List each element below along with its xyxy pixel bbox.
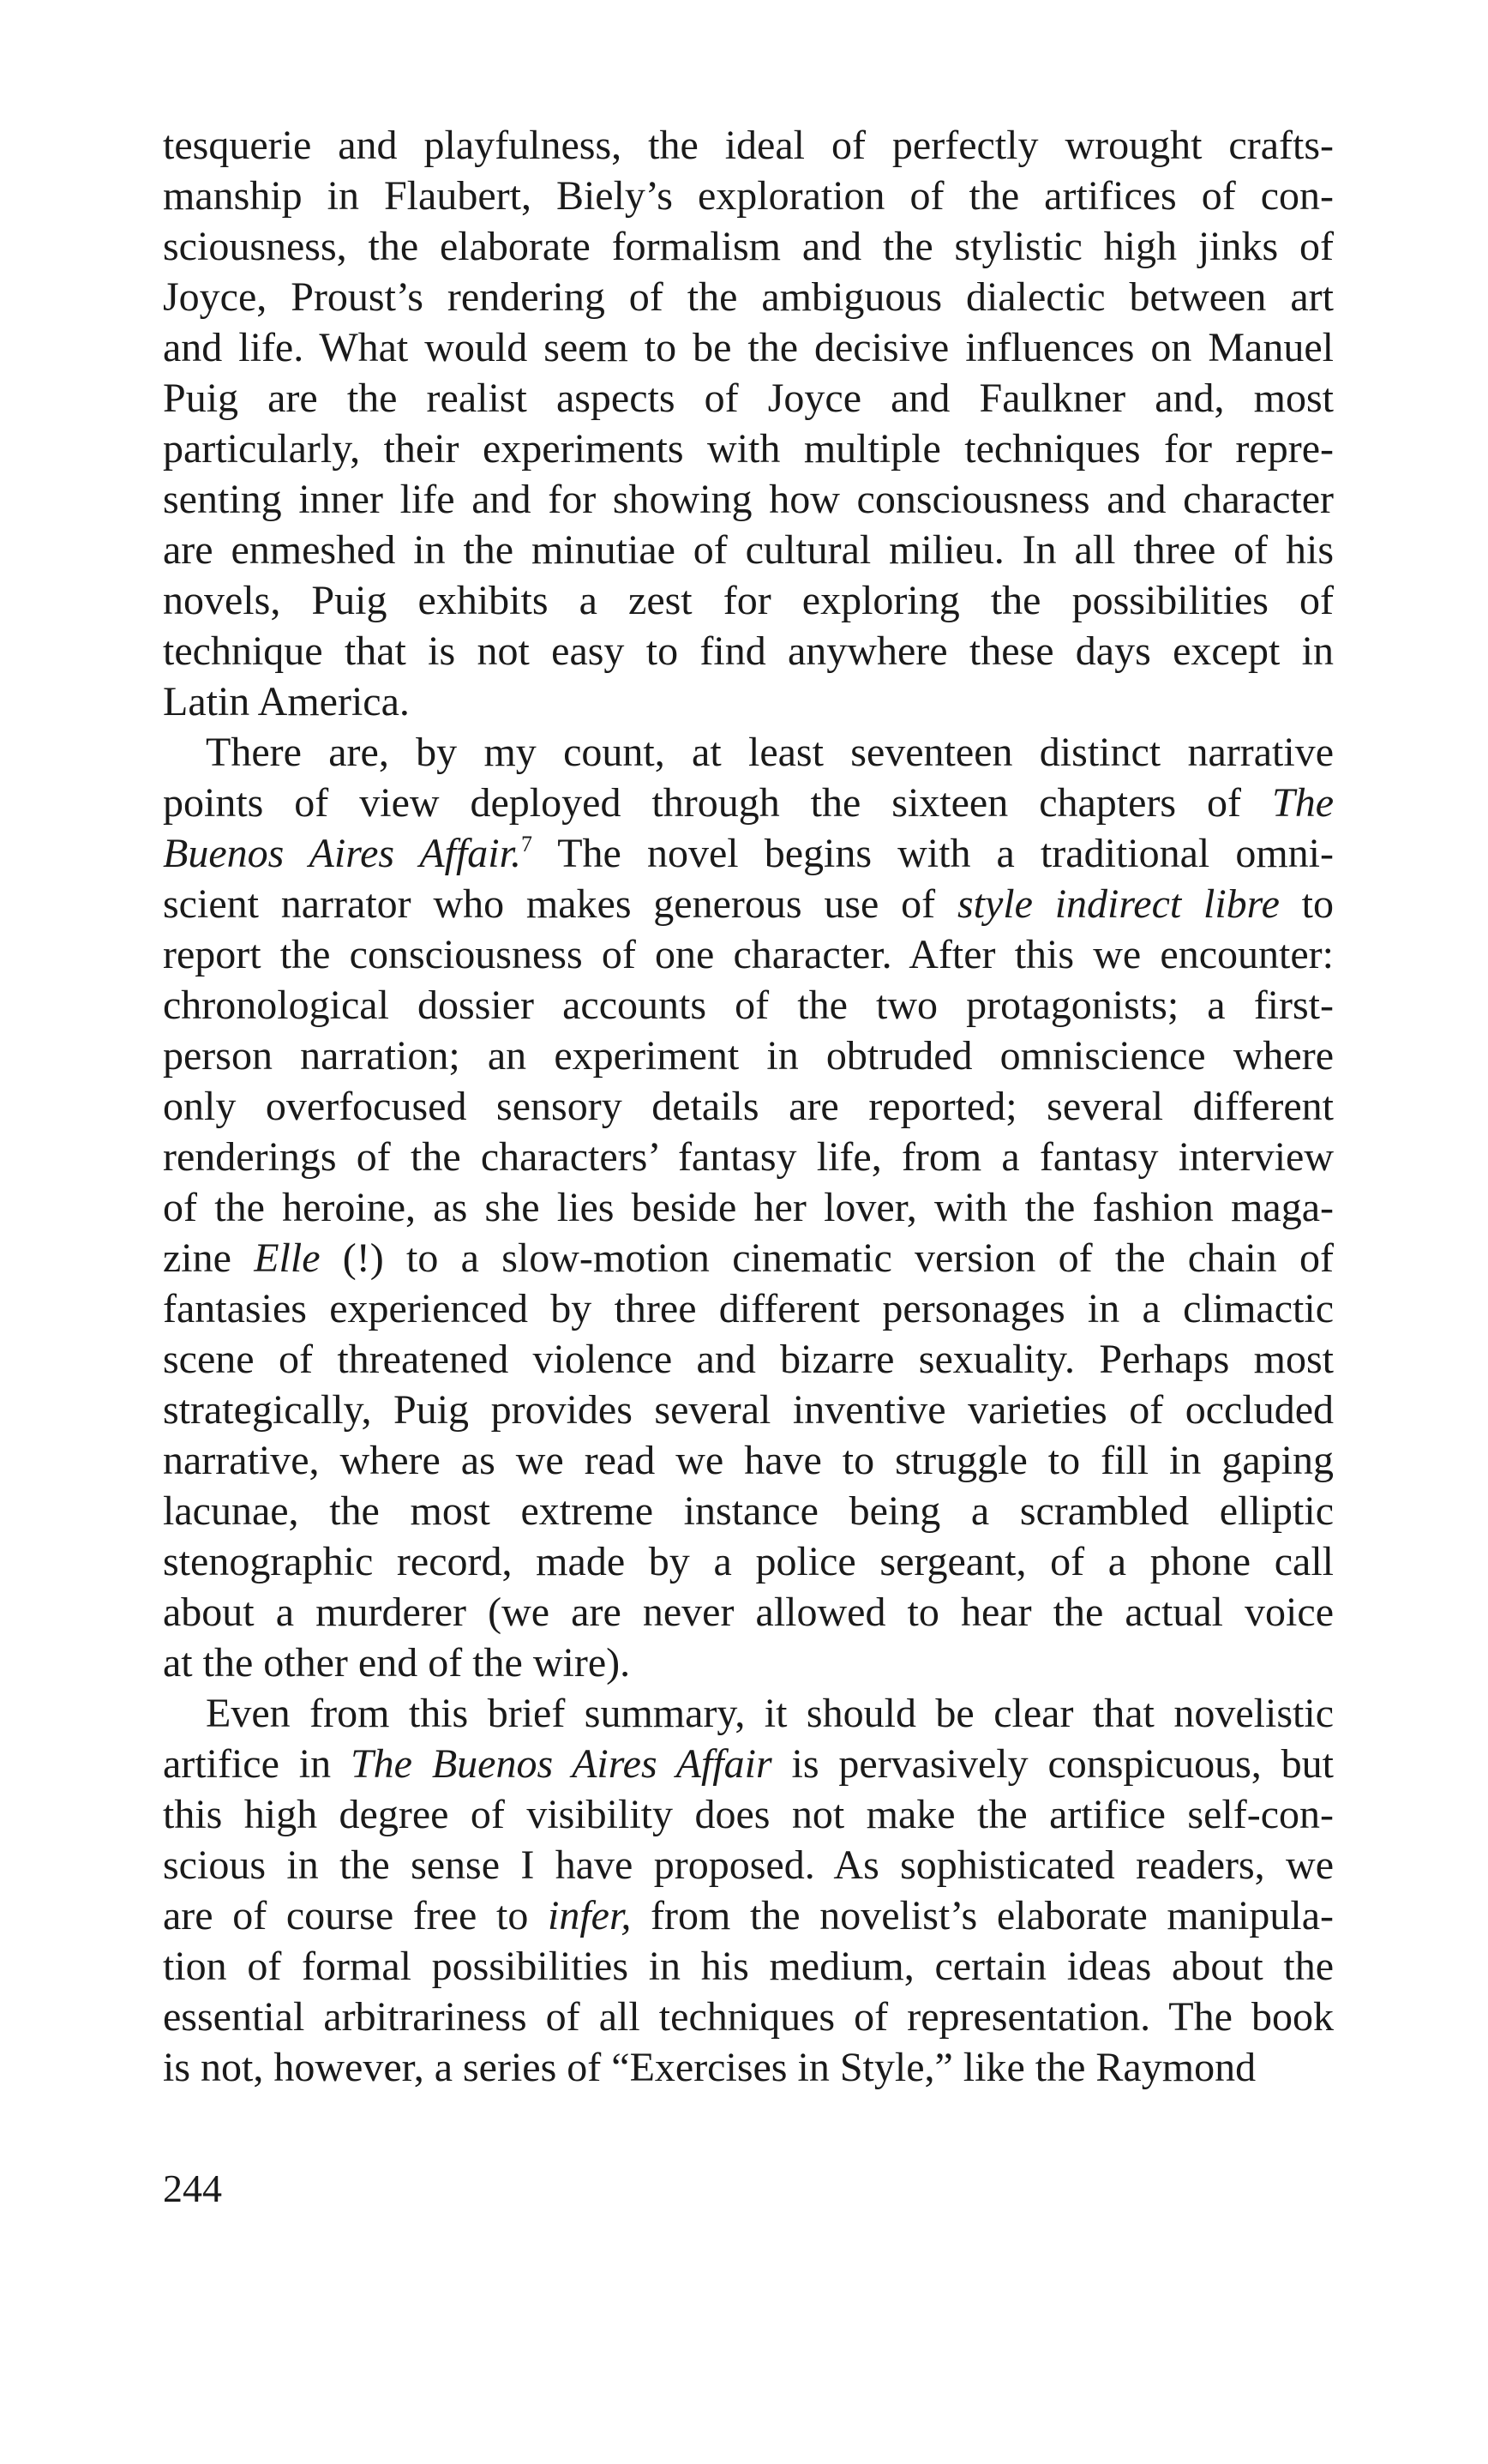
text-line — [163, 474, 1334, 525]
text-segment: is not, however, a series of “Exercises in Style,” like the Raymond — [163, 2045, 1257, 2090]
text-segment: Latin America. — [163, 679, 410, 724]
text-segment: only overfocused sensory details are reported; several different — [163, 1084, 1334, 1129]
text-segment: points of view deployed through the sixteen chapters of — [163, 780, 1272, 826]
text-line — [163, 828, 1334, 879]
text-line — [163, 322, 1334, 373]
text-segment: chronological dossier accounts of the two protagonists; a first- — [163, 983, 1334, 1028]
text-line — [163, 1688, 1334, 1739]
text-segment: artifice in — [163, 1741, 351, 1787]
text-segment: sciousness, the elaborate formalism and the stylistic high jinks of — [163, 224, 1334, 269]
text-line — [163, 1283, 1334, 1334]
text-segment: zine — [163, 1235, 255, 1281]
text-segment: Puig are the realist aspects of Joyce and Faulkner and, most — [163, 376, 1334, 421]
text-line — [163, 1182, 1334, 1233]
text-line — [163, 424, 1334, 474]
text-line — [163, 1992, 1334, 2042]
text-line — [163, 221, 1334, 272]
text-segment: (!) to a slow-motion cinematic version of the chain of — [320, 1235, 1335, 1281]
text-segment: essential arbitrariness of all techniques of representation. The book — [163, 1994, 1334, 2040]
text-line — [163, 980, 1334, 1031]
text-segment: scient narrator who makes generous use of — [163, 881, 957, 927]
text-line — [163, 1638, 1334, 1688]
text-segment: person narration; an experiment in obtruded omniscience where — [163, 1033, 1334, 1079]
text-line — [163, 1132, 1334, 1182]
text-segment: are enmeshed in the minutiae of cultural milieu. In all three of his — [163, 527, 1334, 573]
text-line — [163, 727, 1334, 778]
text-line — [163, 626, 1334, 676]
text-segment: Joyce, Proust’s rendering of the ambiguous dialectic between art — [163, 274, 1334, 320]
text-segment: scene of threatened violence and bizarre sexuality. Perhaps most — [163, 1337, 1334, 1382]
text-segment: senting inner life and for showing how consciousness and character — [163, 477, 1334, 522]
text-segment: manship in Flaubert, Biely’s exploration of the artifices of con- — [163, 173, 1334, 219]
text-line — [163, 1385, 1334, 1435]
text-line — [163, 575, 1334, 626]
text-line — [163, 1840, 1334, 1890]
italic-text: The Buenos Aires Affair — [350, 1741, 772, 1787]
text-segment: narrative, where as we read we have to struggle to fill in gaping — [163, 1438, 1334, 1483]
text-segment: about a murderer (we are never allowed to hear the actual voice — [163, 1590, 1334, 1635]
text-segment: technique that is not easy to find anywhere these days except in — [163, 628, 1334, 674]
paragraph — [163, 727, 1334, 1688]
text-line — [163, 525, 1334, 575]
paragraph — [163, 1688, 1334, 2093]
text-segment: report the consciousness of one character. After this we encounter: — [163, 932, 1334, 977]
text-segment: scious in the sense I have proposed. As sophisticated readers, we — [163, 1842, 1334, 1888]
text-line — [163, 1486, 1334, 1536]
text-line — [163, 1435, 1334, 1486]
text-segment: strategically, Puig provides several inventive varieties of occluded — [163, 1387, 1334, 1433]
text-segment: stenographic record, made by a police sergeant, of a phone call — [163, 1539, 1334, 1584]
italic-text: style indirect libre — [957, 881, 1280, 927]
page-number: 244 — [163, 2167, 222, 2210]
text-line — [163, 676, 1334, 727]
text-line — [163, 1789, 1334, 1840]
text-line — [163, 1031, 1334, 1081]
text-segment: tesquerie and playfulness, the ideal of perfectly wrought crafts- — [163, 123, 1334, 168]
text-line — [163, 272, 1334, 322]
text-segment: renderings of the characters’ fantasy life, from a fantasy interview — [163, 1134, 1334, 1180]
text-line — [163, 2042, 1334, 2093]
text-segment: fantasies experienced by three different personages in a climactic — [163, 1286, 1334, 1331]
text-segment: and life. What would seem to be the decisive influences on Manuel — [163, 325, 1334, 370]
text-line — [163, 1536, 1334, 1587]
text-segment: particularly, their experiments with multiple techniques for repre- — [163, 426, 1334, 472]
text-line — [163, 373, 1334, 424]
text-line — [163, 1233, 1334, 1283]
footnote-marker: 7 — [521, 832, 532, 856]
text-line — [163, 1334, 1334, 1385]
italic-text: infer, — [548, 1893, 632, 1938]
text-line — [163, 879, 1334, 929]
text-segment: are of course free to — [163, 1893, 548, 1938]
text-line — [163, 1587, 1334, 1638]
text-segment: There are, by my count, at least seventeen distinct narrative — [206, 730, 1334, 775]
text-segment: at the other end of the wire). — [163, 1640, 631, 1686]
text-segment: of the heroine, as she lies beside her lover, with the fashion maga- — [163, 1185, 1334, 1230]
text-line — [163, 778, 1334, 828]
text-segment: tion of formal possibilities in his medium, certain ideas about the — [163, 1944, 1334, 1989]
text-segment: novels, Puig exhibits a zest for exploring the possibilities of — [163, 578, 1334, 623]
text-line — [163, 1081, 1334, 1132]
text-line — [163, 1941, 1334, 1992]
text-segment: Even from this brief summary, it should be clear that novelistic — [206, 1691, 1334, 1736]
text-line — [163, 929, 1334, 980]
text-line — [163, 1890, 1334, 1941]
italic-text: The — [1272, 780, 1334, 826]
text-segment: to — [1279, 881, 1335, 927]
text-segment: is pervasively conspicuous, but — [771, 1741, 1334, 1787]
text-line — [163, 171, 1334, 221]
paragraph — [163, 120, 1334, 727]
text-segment: lacunae, the most extreme instance being a scrambled elliptic — [163, 1488, 1334, 1534]
text-segment: The novel begins with a traditional omni- — [532, 831, 1334, 876]
text-segment: from the novelist’s elaborate manipula- — [631, 1893, 1334, 1938]
italic-text: Elle — [254, 1235, 321, 1281]
body-text — [163, 120, 1334, 2093]
italic-text: Buenos Aires Affair. — [163, 831, 521, 876]
text-line — [163, 120, 1334, 171]
text-segment: this high degree of visibility does not make the artifice self-con- — [163, 1792, 1334, 1837]
text-line — [163, 1739, 1334, 1789]
